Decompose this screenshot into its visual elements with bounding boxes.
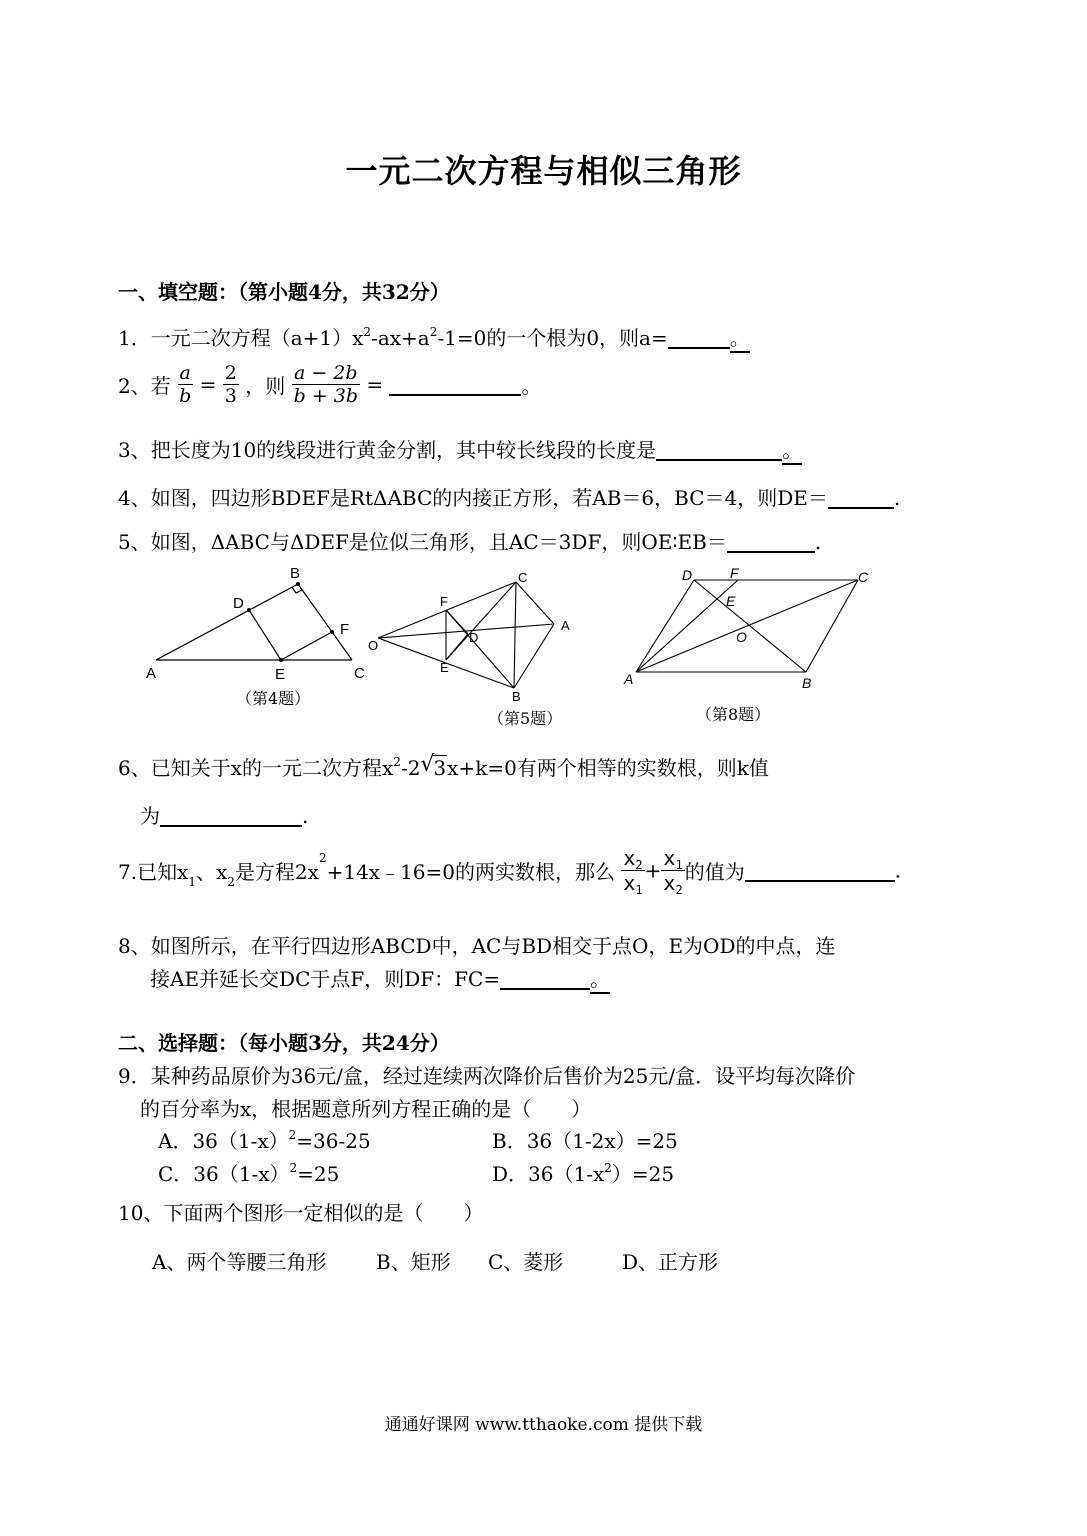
question-8: 8、如图所示，在平行四边形ABCD中，AC与BD相交于点O，E为OD的中点，连: [118, 934, 836, 958]
caption-fig4: （第4题）: [236, 689, 311, 708]
fraction-two-thirds: $\frac{2}{3}$: [224, 362, 237, 407]
label-B: B: [290, 565, 301, 582]
label-A: A: [624, 671, 634, 687]
label-A: A: [561, 618, 570, 633]
option-10D[interactable]: D、正方形: [622, 1250, 719, 1274]
footer: 通通好课网 www.tthaoke.com 提供下载: [384, 1415, 703, 1435]
answer-blank-4[interactable]: [828, 487, 894, 509]
figure-5: [362, 568, 582, 704]
question-9-line2: 的百分率为x，根据题意所列方程正确的是（ ）: [140, 1097, 592, 1121]
sqrt-three: √ 3: [420, 752, 447, 780]
label-E: E: [726, 593, 736, 609]
label-A: A: [146, 665, 157, 682]
label-B: B: [512, 689, 521, 704]
question-9: 9．某种药品原价为36元/盒，经过连续两次降价后售价为25元/盒．设平均每次降价: [118, 1064, 856, 1088]
label-C: C: [354, 665, 365, 682]
label-F: F: [340, 621, 350, 638]
question-1: 1．一元二次方程$(a+1)x^2-ax+a^2-1=0$的一个根为0，则a= 。: [118, 322, 750, 353]
label-C: C: [518, 570, 528, 585]
section2-heading: 二、选择题：（每小题3分，共24分）: [118, 1031, 450, 1055]
answer-blank-3[interactable]: [656, 439, 782, 461]
answer-blank-8[interactable]: [500, 968, 590, 990]
question-4: 4、如图，四边形BDEF是RtΔABC的内接正方形，若AB＝6，BC＝4，则DE＝ .: [118, 486, 901, 510]
question-7: 7.已知$x_1$、$x_2$是方程$2x^2+14x﹣16=0$的两实数根，那么 $\frac{x_2}{x_1}$ + $\frac{x_1}{x_2}$ 的值为 .: [118, 846, 902, 897]
fraction-x1-over-x2: $\frac{x_1}{x_2}$: [663, 846, 683, 897]
label-D: D: [233, 595, 244, 612]
label-O: O: [368, 638, 379, 653]
option-10A[interactable]: A、两个等腰三角形: [152, 1250, 327, 1274]
label-O: O: [736, 629, 747, 645]
option-9D[interactable]: D．$36(1-x^2)=25$: [492, 1161, 675, 1186]
label-F: F: [730, 565, 739, 581]
question-5: 5、如图，ΔABC与ΔDEF是位似三角形，且AC＝3DF，则OE∶EB＝ .: [118, 530, 822, 554]
label-B: B: [802, 675, 812, 691]
question-2: 2、若 $\frac{a}{b}$ = $\frac{2}{3}$ ，则 $\frac{a - 2b}{b + 3b}$ = 。: [118, 362, 542, 407]
figure-8: [620, 564, 880, 694]
question-8-line2: 接AE并延长交DC于点F，则DF：FC= 。: [150, 963, 610, 994]
figure-4: [140, 562, 380, 692]
answer-blank-7[interactable]: [745, 860, 895, 882]
label-C: C: [858, 569, 869, 585]
option-9B[interactable]: B．36（1-2x）=25: [492, 1129, 678, 1153]
answer-blank-6[interactable]: [160, 805, 302, 827]
answer-blank-1[interactable]: [668, 327, 730, 349]
label-D: D: [469, 630, 479, 645]
section1-heading: 一、填空题：（第小题4分，共32分）: [118, 280, 450, 304]
answer-blank-5[interactable]: [727, 531, 815, 553]
answer-blank-2[interactable]: [389, 374, 521, 396]
fraction-x2-over-x1: $\frac{x_2}{x_1}$: [623, 846, 643, 897]
caption-fig8: （第8题）: [696, 705, 771, 724]
label-E: E: [440, 660, 449, 675]
page-title: 一元二次方程与相似三角形: [345, 152, 742, 190]
option-10B[interactable]: B、矩形: [376, 1250, 451, 1274]
label-E: E: [275, 666, 286, 683]
question-3: 3、把长度为10的线段进行黄金分割，其中较长线段的长度是 。: [118, 434, 802, 465]
option-10C[interactable]: C、菱形: [488, 1250, 564, 1274]
question-6: 6、已知关于x的一元二次方程$x^2-2$ √ 3x+k=0有两个相等的实数根，则k值: [118, 752, 769, 780]
label-F: F: [440, 594, 448, 609]
question-10: 10、下面两个图形一定相似的是（ ）: [118, 1201, 484, 1225]
question-6-line2: 为 .: [140, 804, 309, 828]
option-9A[interactable]: A．$36(1-x)^2=36-25$: [158, 1128, 371, 1153]
option-9C[interactable]: C．$36(1-x)^2=25$: [158, 1161, 340, 1186]
fraction-expression: $\frac{a - 2b}{b + 3b}$: [293, 362, 358, 407]
fraction-a-over-b: $\frac{a}{b}$: [179, 362, 192, 407]
label-D: D: [682, 567, 693, 583]
caption-fig5: （第5题）: [488, 709, 563, 728]
